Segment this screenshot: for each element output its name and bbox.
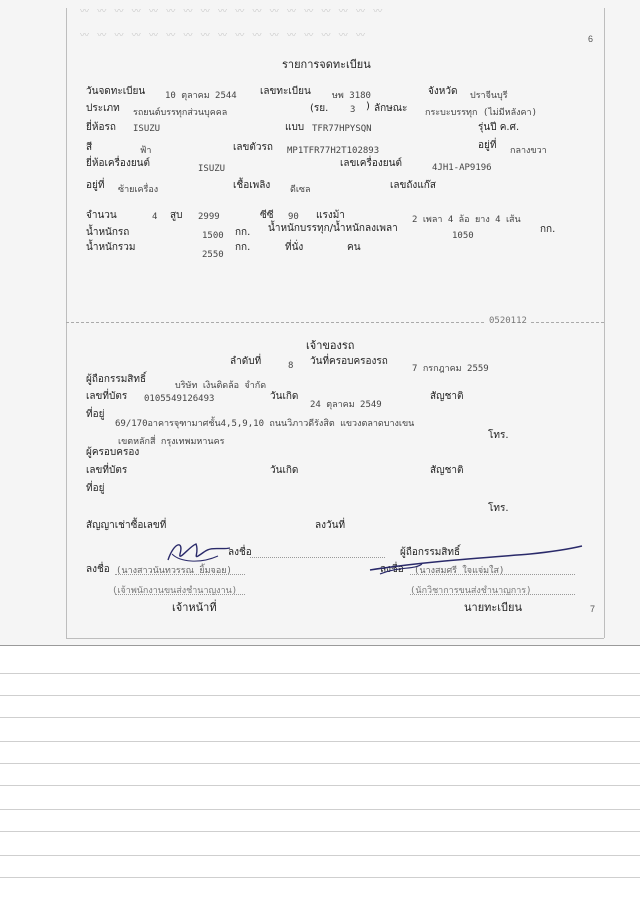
officer-position: (เจ้าพนักงานขนส่งชำนาญงาน) [112, 586, 238, 596]
position-line-left [115, 594, 245, 595]
officer-name: (นางสาวนันทวรรณ ยิ้มจอย) [116, 566, 232, 576]
owner-title: เจ้าของรถ [306, 339, 355, 352]
owner-label: ผู้ถือกรรมสิทธิ์ [86, 374, 147, 385]
axle-value: 2 เพลา 4 ล้อ ยาง 4 เส้น [412, 215, 521, 225]
gas-tank-label: เลขถังแก๊ส [390, 180, 436, 191]
horsepower-unit: แรงม้า [316, 210, 345, 221]
reg-date-value: 10 ตุลาคม 2544 [165, 91, 237, 101]
cylinders-value: 4 [152, 212, 158, 222]
registrar-title: นายทะเบียน [464, 601, 523, 614]
plate-value: ษพ 3180 [332, 91, 371, 101]
color-label: สี [86, 142, 93, 153]
position-line-right [410, 594, 575, 595]
owner-address-line1: 69/170อาคารจุฑามาศชั้น4,5,9,10 ถนนวิภาวดีรังสิต แขวงตลาดบางเขน [115, 419, 415, 429]
type-code-value: 3 [350, 105, 356, 115]
engine-number-label: เลขเครื่องยนต์ [340, 158, 402, 169]
owner-id-value: 0105549126493 [144, 394, 215, 404]
engine-brand-label: ยี่ห้อเครื่องยนต์ [86, 158, 151, 169]
model-year-label: รุ่นปี ค.ศ. [478, 122, 520, 133]
possess-date-value: 7 กรกฎาคม 2559 [412, 364, 489, 374]
frame-bottom-border [66, 638, 604, 639]
brand-label: ยี่ห้อรถ [86, 122, 116, 133]
gross-weight-unit: กก. [235, 242, 251, 253]
brand-value: ISUZU [133, 124, 161, 134]
owner-birth-label: วันเกิด [270, 391, 299, 402]
contract-date-label: ลงวันที่ [315, 520, 346, 531]
right-sign-label: ลงชื่อ [380, 564, 404, 575]
registration-title: รายการจดทะเบียน [282, 58, 371, 71]
type-code-label: (รย. [310, 103, 329, 114]
frame-right-border [604, 8, 605, 638]
seats-label: ที่นั่ง [285, 242, 304, 253]
document-number: 0520112 [486, 316, 530, 326]
owner-address-line2: เขตหลักสี่ กรุงเทพมหานคร [118, 437, 225, 447]
seats-unit: คน [347, 242, 361, 253]
holder-address-label: ที่อยู่ [86, 483, 105, 494]
load-label: น้ำหนักบรรทุก/น้ำหนักลงเพลา [268, 223, 398, 234]
cc-unit: ซีซี [260, 210, 274, 221]
order-label: ลำดับที่ [230, 356, 262, 367]
engine-brand-value: ISUZU [198, 164, 226, 174]
chassis-location-label: อยู่ที่ [478, 140, 497, 151]
engine-location-value: ซ้ายเครื่อง [118, 185, 159, 195]
province-label: จังหวัด [428, 86, 458, 97]
owner-nationality-label: สัญชาติ [430, 391, 464, 402]
body-value: กระบะบรรทุก (ไม่มีหลังคา) [425, 108, 537, 118]
load-value: 1050 [452, 231, 474, 241]
bleed-through-text: 〰 〰 〰 〰 〰 〰 〰 〰 〰 〰 〰 〰 〰 〰 〰 〰 〰 [80, 30, 369, 40]
sign-word-left: ลงชื่อ [228, 547, 252, 558]
owner-id-label: เลขที่บัตร [86, 391, 128, 402]
plate-label: เลขทะเบียน [260, 86, 311, 97]
body-label: ลักษณะ [374, 103, 408, 114]
owner-value: บริษัท เงินติดล้อ จำกัด [175, 381, 267, 391]
holder-nationality-label: สัญชาติ [430, 465, 464, 476]
reg-date-label: วันจดทะเบียน [86, 86, 146, 97]
holder-title: ผู้ถือกรรมสิทธิ์ [400, 547, 461, 558]
possess-date-label: วันที่ครอบครองรถ [310, 356, 388, 367]
holder-birth-label: วันเกิด [270, 465, 299, 476]
load-unit: กก. [540, 224, 556, 235]
engine-number-value: 4JH1-AP9196 [432, 163, 492, 173]
car-weight-value: 1500 [202, 231, 224, 241]
car-weight-unit: กก. [235, 227, 251, 238]
owner-address-label: ที่อยู่ [86, 409, 105, 420]
gross-weight-value: 2550 [202, 250, 224, 260]
page-number: 7 [590, 604, 596, 614]
engine-location-label: อยู่ที่ [86, 180, 105, 191]
chassis-label: เลขตัวรถ [233, 142, 273, 153]
chassis-value: MP1TFR77H2T102893 [287, 146, 380, 156]
officer-signature [160, 532, 250, 572]
horsepower-value: 90 [288, 212, 299, 222]
registrar-signature [360, 540, 590, 580]
contract-label: สัญญาเช่าซื้อเลขที่ [86, 520, 167, 531]
page-number: 6 [588, 34, 594, 44]
fuel-value: ดีเซล [290, 185, 311, 195]
model-label: แบบ [285, 122, 305, 133]
cc-value: 2999 [198, 212, 220, 222]
chassis-location-value: กลางขวา [510, 146, 547, 156]
order-value: 8 [288, 361, 294, 371]
holder-phone-label: โทร. [488, 503, 509, 514]
color-value: ฟ้า [140, 146, 152, 156]
registrar-name: (นางสมศรี ใจแจ่มใส) [414, 566, 505, 576]
fuel-label: เชื้อเพลิง [233, 180, 271, 191]
registrar-position: (นักวิชาการขนส่งชำนาญการ) [410, 586, 532, 596]
gross-weight-label: น้ำหนักรวม [86, 242, 136, 253]
left-sign-label: ลงชื่อ [86, 564, 110, 575]
car-weight-label: น้ำหนักรถ [86, 227, 130, 238]
holder-id-label: เลขที่บัตร [86, 465, 128, 476]
owner-birth-value: 24 ตุลาคม 2549 [310, 400, 382, 410]
officer-title: เจ้าหน้าที่ [172, 601, 217, 614]
ruled-area [0, 645, 640, 905]
type-label: ประเภท [86, 103, 120, 114]
province-value: ปราจีนบุรี [470, 91, 508, 101]
model-value: TFR77HPYSQN [312, 124, 372, 134]
cylinders-unit: สูบ [170, 210, 183, 221]
holder-label: ผู้ครอบครอง [86, 447, 140, 458]
owner-phone-label: โทร. [488, 430, 509, 441]
type-code-close: ) [366, 101, 370, 112]
type-value: รถยนต์บรรทุกส่วนบุคคล [133, 108, 228, 118]
frame-left-border [66, 8, 67, 638]
cylinders-label: จำนวน [86, 210, 117, 221]
bleed-through-text: 〰 〰 〰 〰 〰 〰 〰 〰 〰 〰 〰 〰 〰 〰 〰 〰 〰 〰 [80, 6, 386, 16]
